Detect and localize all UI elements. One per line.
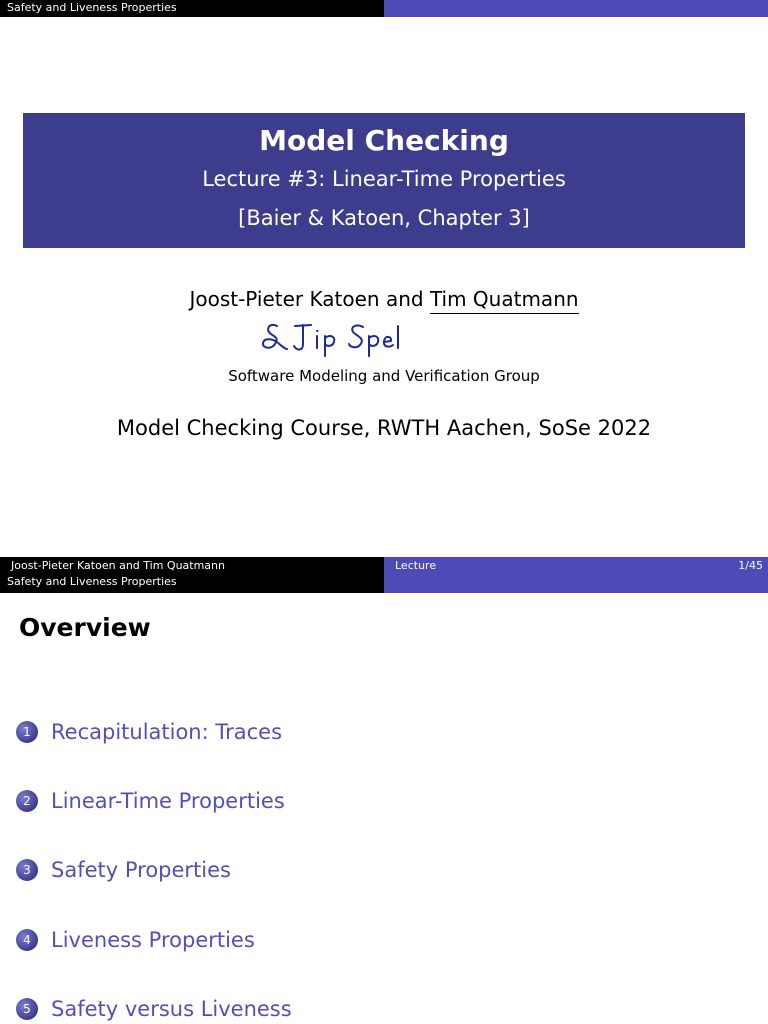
header-bar-right [384,0,768,17]
slide-title: Model Checking [259,124,509,157]
footer-section: Safety and Liveness Properties [7,575,177,588]
toc-link[interactable]: Recapitulation: Traces [51,720,283,744]
footer-lecture: Lecture [395,559,437,572]
toc-number-bullet: 1 [16,721,38,743]
toc-number-bullet: 3 [16,859,38,881]
slide-subtitle: Lecture #3: Linear-Time Properties [202,167,566,191]
header-bar [0,0,768,17]
authors-line [0,286,768,312]
footer-bar-right [384,557,768,593]
footer-authors: Joost-Pieter Katoen and Tim Quatmann [11,559,225,572]
header-section-title: Safety and Liveness Properties [7,1,177,14]
footer-bar [0,557,768,593]
toc-link[interactable]: Safety versus Liveness [51,997,292,1021]
toc-link[interactable]: Liveness Properties [51,928,255,952]
toc-link[interactable]: Safety Properties [51,858,231,882]
toc-link[interactable]: Linear-Time Properties [51,789,285,813]
overview-heading: Overview [19,613,151,642]
slide-reference: [Baier & Katoen, Chapter 3] [238,206,530,230]
toc-number-bullet: 5 [16,998,38,1020]
research-group: Software Modeling and Verification Group [228,367,540,385]
authors-prefix: Joost-Pieter Katoen and [189,287,430,311]
authors-underlined: Tim Quatmann [430,287,579,314]
page-number: 1/45 [738,559,763,572]
toc-number-bullet: 4 [16,929,38,951]
toc-number-bullet: 2 [16,790,38,812]
title-box [23,113,745,248]
course-info: Model Checking Course, RWTH Aachen, SoSe 2022 [116,416,652,440]
handwritten-signature [257,318,417,358]
